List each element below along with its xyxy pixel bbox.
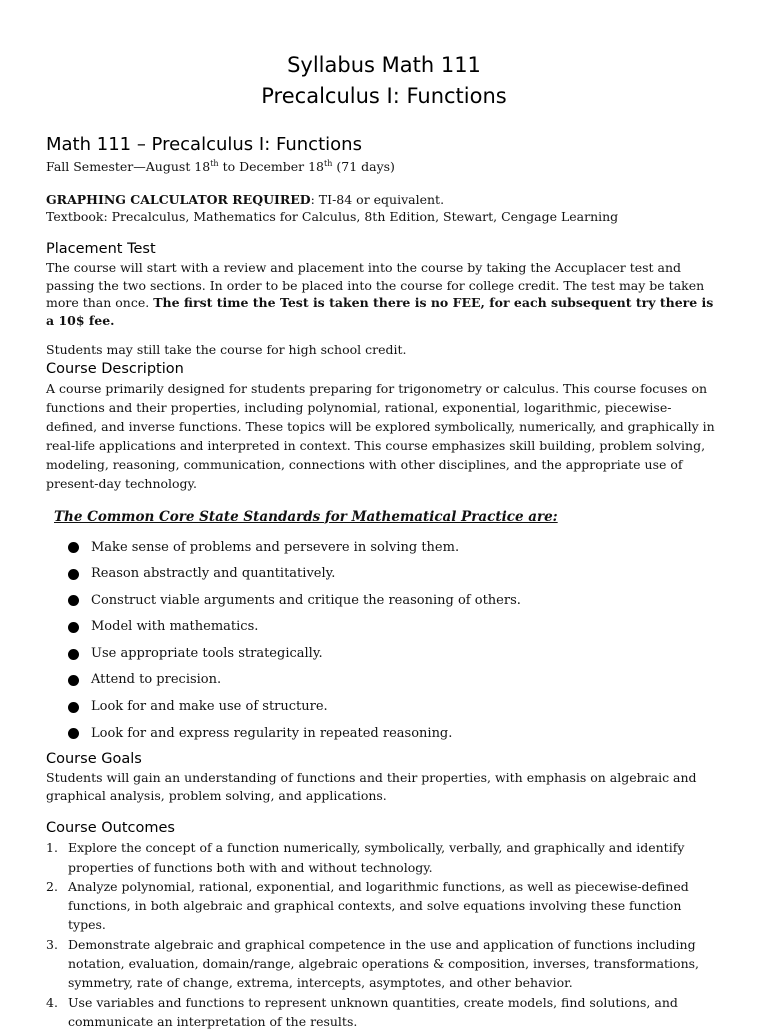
semester-middle: to December 18 xyxy=(218,159,325,174)
calculator-model: : TI-84 or equivalent. xyxy=(310,192,445,207)
textbook-line: Textbook: Precalculus, Mathematics for Calculus, 8th Edition, Stewart, Cengage Learning xyxy=(46,209,619,224)
placement-heading: Placement Test xyxy=(46,241,156,257)
list-item xyxy=(46,877,722,935)
bullet-icon xyxy=(68,595,79,606)
semester-suffix: (71 days) xyxy=(332,159,395,174)
list-item-text: Model with mathematics. xyxy=(91,619,259,635)
bullet-icon xyxy=(68,675,79,686)
bullet-icon xyxy=(68,569,79,580)
bullet-icon xyxy=(68,649,79,660)
bullet-icon xyxy=(68,702,79,713)
title-line-2: Precalculus I: Functions xyxy=(261,84,507,108)
list-item xyxy=(68,694,722,721)
list-item xyxy=(68,535,722,562)
list-item-text: Attend to precision. xyxy=(91,672,222,688)
outcome-text: Explore the concept of a function numerically, symbolically, verbally, and graphically and identify properties of functions both with and without technology. xyxy=(68,840,685,875)
bullet-icon xyxy=(68,622,79,633)
placement-text xyxy=(46,259,722,329)
list-item xyxy=(46,935,722,993)
list-item-text: Construct viable arguments and critique the reasoning of others. xyxy=(91,592,521,608)
list-item xyxy=(68,721,722,748)
outcome-number: 3. xyxy=(46,936,58,952)
semester-prefix: Fall Semester—August 18 xyxy=(46,159,211,174)
outcome-number: 2. xyxy=(46,878,58,894)
goals-text: Students will gain an understanding of functions and their properties, with emphasis on algebraic and graphical analysis, problem solving, and applications. xyxy=(46,770,697,803)
list-item xyxy=(68,614,722,641)
semester-sup-2: th xyxy=(324,158,333,168)
document-title xyxy=(46,0,722,112)
semester-sup-1: th xyxy=(210,158,219,168)
outcomes-list xyxy=(46,838,722,1031)
list-item xyxy=(68,561,722,588)
list-item-text: Reason abstractly and quantitatively. xyxy=(91,566,336,582)
course-heading: Math 111 – Precalculus I: Functions xyxy=(46,134,362,155)
list-item-text: Look for and express regularity in repeated reasoning. xyxy=(91,725,453,741)
list-item xyxy=(46,993,722,1031)
standards-heading: The Common Core State Standards for Mathematical Practice are: xyxy=(54,508,558,525)
outcome-number: 1. xyxy=(46,840,58,856)
outcomes-heading: Course Outcomes xyxy=(46,820,175,837)
list-item-text: Look for and make use of structure. xyxy=(91,699,328,715)
outcome-text: Demonstrate algebraic and graphical competence in the use and application of functions including notation, evaluation, domain/range, algebraic operations & composition, inverses, transformations, symmetry, rate of change, extrema, intercepts, asymptotes, and other behavior. xyxy=(68,936,700,991)
description-text: A course primarily designed for students preparing for trigonometry or calculus. This course focuses on functions and their properties, including polynomial, rational, exponential, logarithmic, piecewise-defined, and inverse functions. These topics will be explored symbolically, numerically, and graphically in real-life applications and interpreted in context. This course emphasizes skill building, problem solving, modeling, reasoning, communication, connections with other disciplines, and the appropriate use of present-day technology. xyxy=(46,380,715,491)
bullet-icon xyxy=(68,542,79,553)
description-heading: Course Description xyxy=(46,360,184,377)
title-line-1: Syllabus Math 111 xyxy=(287,53,481,77)
list-item xyxy=(68,667,722,694)
standards-list xyxy=(46,535,722,748)
outcome-text: Analyze polynomial, rational, exponential, and logarithmic functions, as well as piecewise-defined functions, in both algebraic and graphical contexts, and solve equations involving these function types. xyxy=(68,878,689,933)
placement-fee-note: The first time the Test is taken there is no FEE, for each subsequent try there is a 10$ fee. xyxy=(46,295,714,328)
list-item-text: Use appropriate tools strategically. xyxy=(91,645,323,661)
placement-note: Students may still take the course for high school credit. xyxy=(46,342,407,357)
list-item xyxy=(46,838,722,877)
semester-line xyxy=(46,158,722,175)
bullet-icon xyxy=(68,728,79,739)
list-item xyxy=(68,641,722,668)
placement-body: The course will start with a review and placement into the course by taking the Accuplacer test and passing the two sections. In order to be placed into the course for college credit. The test may be taken more than once. xyxy=(46,260,705,310)
goals-heading: Course Goals xyxy=(46,751,142,768)
outcome-number: 4. xyxy=(46,994,58,1010)
calculator-line xyxy=(46,191,722,208)
calculator-required: GRAPHING CALCULATOR REQUIRED xyxy=(46,192,311,207)
list-item xyxy=(68,588,722,615)
list-item-text: Make sense of problems and persevere in solving them. xyxy=(91,539,460,555)
outcome-text: Use variables and functions to represent unknown quantities, create models, find solutions, and communicate an interpretation of the results. xyxy=(68,994,678,1029)
